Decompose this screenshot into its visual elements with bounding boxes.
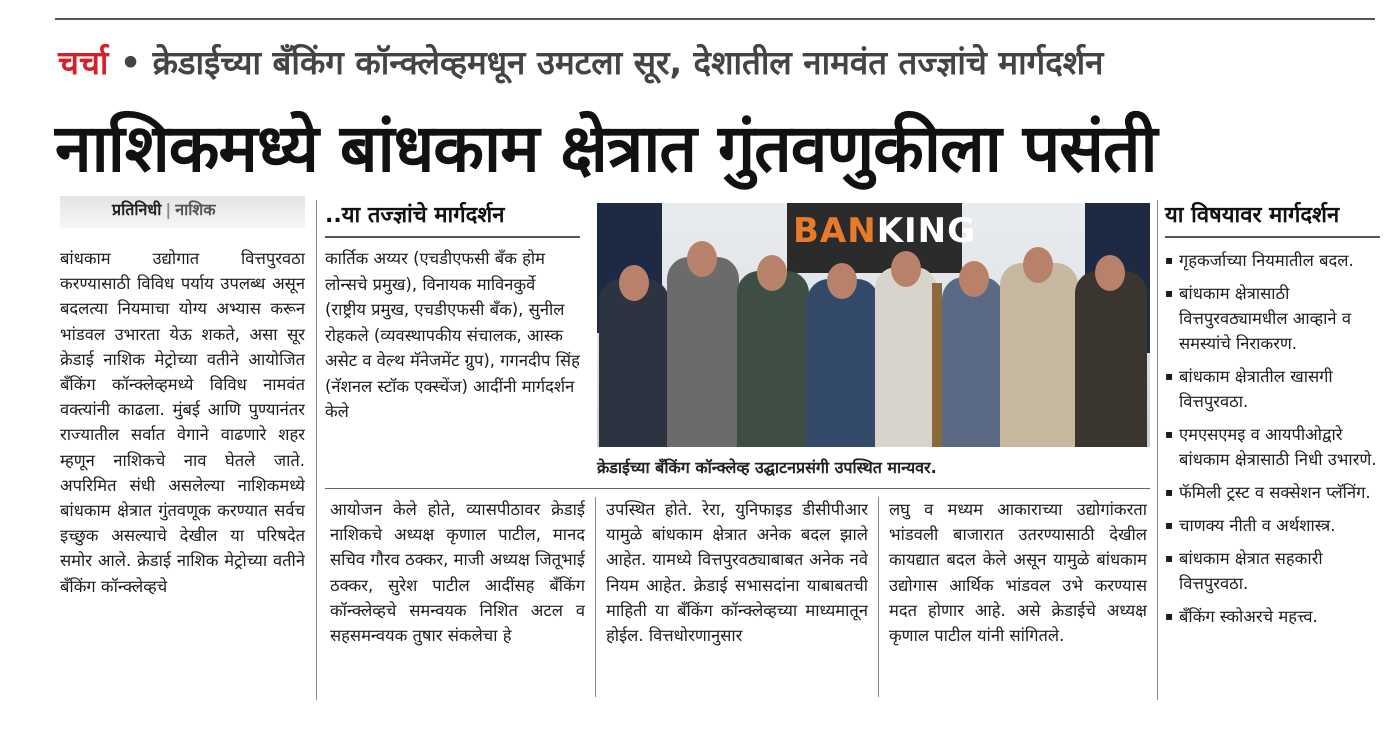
person-figure (667, 257, 739, 447)
person-head (959, 261, 989, 297)
column-1-text: बांधकाम उद्योगात वित्तपुरवठा करण्यासाठी विविध पर्याय उपलब्ध असून बदलत्या नियमाचा योग्य अभ्यास करून भांडवल उभारता येऊ शकते, असा सूर क्रेडाई नाशिक मेट्रोच्या वतीने आयोजित बँकिंग कॉन्क्लेव्हमध्ये विविध नामवंत वक्त्यांनी काढला. मुंबई आणि पुण्यानंतर राज्यातील सर्वात वेगाने वाढणारे शहर म्हणून नाशिकचे नाव घेतले जाते. अपरिमित संधी असलेल्या नाशिकमध्ये बांधकाम क्षेत्रात गुंतवणूक करण्यात सर्वच इच्छुक असल्याचे देखील या परिषदेत समोर आले. क्रेडाई नाशिक मेट्रोच्या वतीने बँकिंग कॉन्क्लेव्हचे (60, 249, 305, 596)
column-divider (1157, 200, 1158, 700)
bullet-icon: ▪ (1165, 369, 1174, 383)
person-figure (942, 277, 1004, 447)
topics-box (1165, 200, 1380, 700)
list-item (1165, 480, 1380, 505)
kicker-line (58, 40, 1378, 86)
topic-text: बांधकाम क्षेत्रातील खासगी वित्तपुरवठा. (1179, 367, 1333, 411)
list-item (1165, 281, 1380, 356)
banner-text (793, 211, 976, 251)
oil-lamp (932, 283, 942, 447)
kicker-bullet: • (119, 43, 142, 82)
person-head (1023, 247, 1053, 283)
article-column-4 (889, 497, 1147, 697)
bullet-icon: ▪ (1165, 485, 1174, 499)
list-item (1165, 422, 1380, 472)
headline: नाशिकमध्ये बांधकाम क्षेत्रात गुंतवणुकीला पसंती (55, 109, 1157, 187)
person-head (619, 265, 649, 301)
event-photo (597, 203, 1150, 447)
column-3-text: उपस्थित होते. रेरा, युनिफाइड डीसीपीआर यामुळे बांधकाम क्षेत्रात अनेक बदल झाले आहेत. यामध्ये वित्तपुरवठ्याबाबत अनेक नवे नियम आहेत. क्रेडाई सभासदांना याबाबतची माहिती या बँकिंग कॉन्क्लेव्हच्या माध्यमातून होईल. वित्तधोरणानुसार (606, 500, 868, 646)
bullet-icon: ▪ (1165, 551, 1174, 565)
list-item (1165, 546, 1380, 596)
bullet-icon: ▪ (1165, 609, 1174, 623)
topics-list (1165, 248, 1380, 629)
topic-text: चाणक्य नीती व अर्थशास्त्र. (1179, 516, 1336, 535)
banner-word-b: KING (876, 211, 977, 251)
column-4-text: लघु व मध्यम आकाराच्या उद्योगांकरता भांडवली बाजारात उतरण्यासाठी देखील कायद्यात बदल केले असून यामुळे बांधकाम उद्योगास आर्थिक भांडवल उभे करण्यास मदत होणार आहे. असे क्रेडाईचे अध्यक्ष कृणाल पाटील यांनी सांगितले. (889, 500, 1147, 646)
experts-box (325, 200, 580, 485)
experts-body: कार्तिक अय्यर (एचडीएफसी बँक होम लोन्सचे प्रमुख), विनायक माविनकुर्वे (राष्ट्रीय प्रमुख, एचडीएफसी बँक), सुनील रोहकले (व्यवस्थापकीय संचालक, आस्क असेट व वेल्थ मॅनेजमेंट ग्रुप), गगनदीप सिंह (नॅशनल स्टॉक एक्स्चेंज) आदींनी मार्गदर्शन केले (325, 249, 580, 421)
topic-text: फॅमिली ट्रस्ट व सक्सेशन प्लॅनिंग. (1179, 483, 1371, 502)
article-column-1 (60, 246, 305, 701)
top-rule (55, 18, 1375, 20)
column-2-text: आयोजन केले होते, व्यासपीठावर क्रेडाई नाशिकचे अध्यक्ष कृणाल पाटील, मानद सचिव गौरव ठक्कर, माजी अध्यक्ष जितूभाई ठक्कर, सुरेश पाटील आदींसह बँकिंग कॉन्क्लेव्हचे समन्वयक निशित अटल व सहसमन्वयक तुषार संकलेचा हे (330, 500, 585, 646)
experts-title: ..या तज्ज्ञांचे मार्गदर्शन (325, 200, 580, 238)
kicker-subtitle: क्रेडाईच्या बँकिंग कॉन्क्लेव्हमधून उमटला सूर, देशातील नामवंत तज्ज्ञांचे मार्गदर्शन (152, 43, 1104, 82)
byline-author: प्रतिनिधी (112, 200, 162, 219)
person-head (1095, 255, 1125, 291)
bullet-icon: ▪ (1165, 427, 1174, 441)
person-figure (1075, 271, 1147, 447)
person-figure (875, 267, 937, 447)
topic-text: गृहकर्जाच्या नियमातील बदल. (1179, 251, 1354, 270)
person-figure (1000, 263, 1078, 447)
list-item (1165, 513, 1380, 538)
column-divider (878, 497, 879, 697)
list-item (1165, 604, 1380, 629)
banner-word-a: BAN (793, 211, 877, 251)
caption-rule (325, 488, 1150, 489)
byline (112, 198, 216, 220)
person-head (891, 251, 921, 287)
article-column-2 (330, 497, 585, 697)
bullet-icon: ▪ (1165, 253, 1174, 267)
column-divider (316, 200, 317, 700)
topics-title: या विषयावर मार्गदर्शन (1165, 200, 1380, 238)
bullet-icon: ▪ (1165, 286, 1174, 300)
byline-separator: | (165, 200, 172, 219)
photo-caption: क्रेडाईच्या बँकिंग कॉन्क्लेव्ह उद्घाटनप्रसंगी उपस्थित मान्यवर. (597, 458, 937, 477)
topic-text: बांधकाम क्षेत्रात सहकारी वित्तपुरवठा. (1179, 549, 1323, 593)
list-item (1165, 364, 1380, 414)
bullet-icon: ▪ (1165, 518, 1174, 532)
column-divider (595, 497, 596, 697)
topic-text: बँकिंग स्कोअरचे महत्त्व. (1179, 607, 1318, 626)
person-figure (807, 279, 879, 447)
topic-text: बांधकाम क्षेत्रासाठी वित्तपुरवठ्यामधील आव्हाने व समस्यांचे निराकरण. (1179, 284, 1352, 353)
person-figure (737, 271, 809, 447)
person-head (687, 241, 717, 277)
byline-city: नाशिक (175, 200, 216, 219)
topic-text: एमएसएमइ व आयपीओद्वारे बांधकाम क्षेत्रासाठी निधी उभारणे. (1179, 425, 1377, 469)
kicker-label: चर्चा (58, 43, 109, 82)
list-item (1165, 248, 1380, 273)
article-column-3 (606, 497, 868, 697)
person-head (827, 263, 857, 299)
person-head (757, 255, 787, 291)
person-figure (599, 279, 669, 447)
